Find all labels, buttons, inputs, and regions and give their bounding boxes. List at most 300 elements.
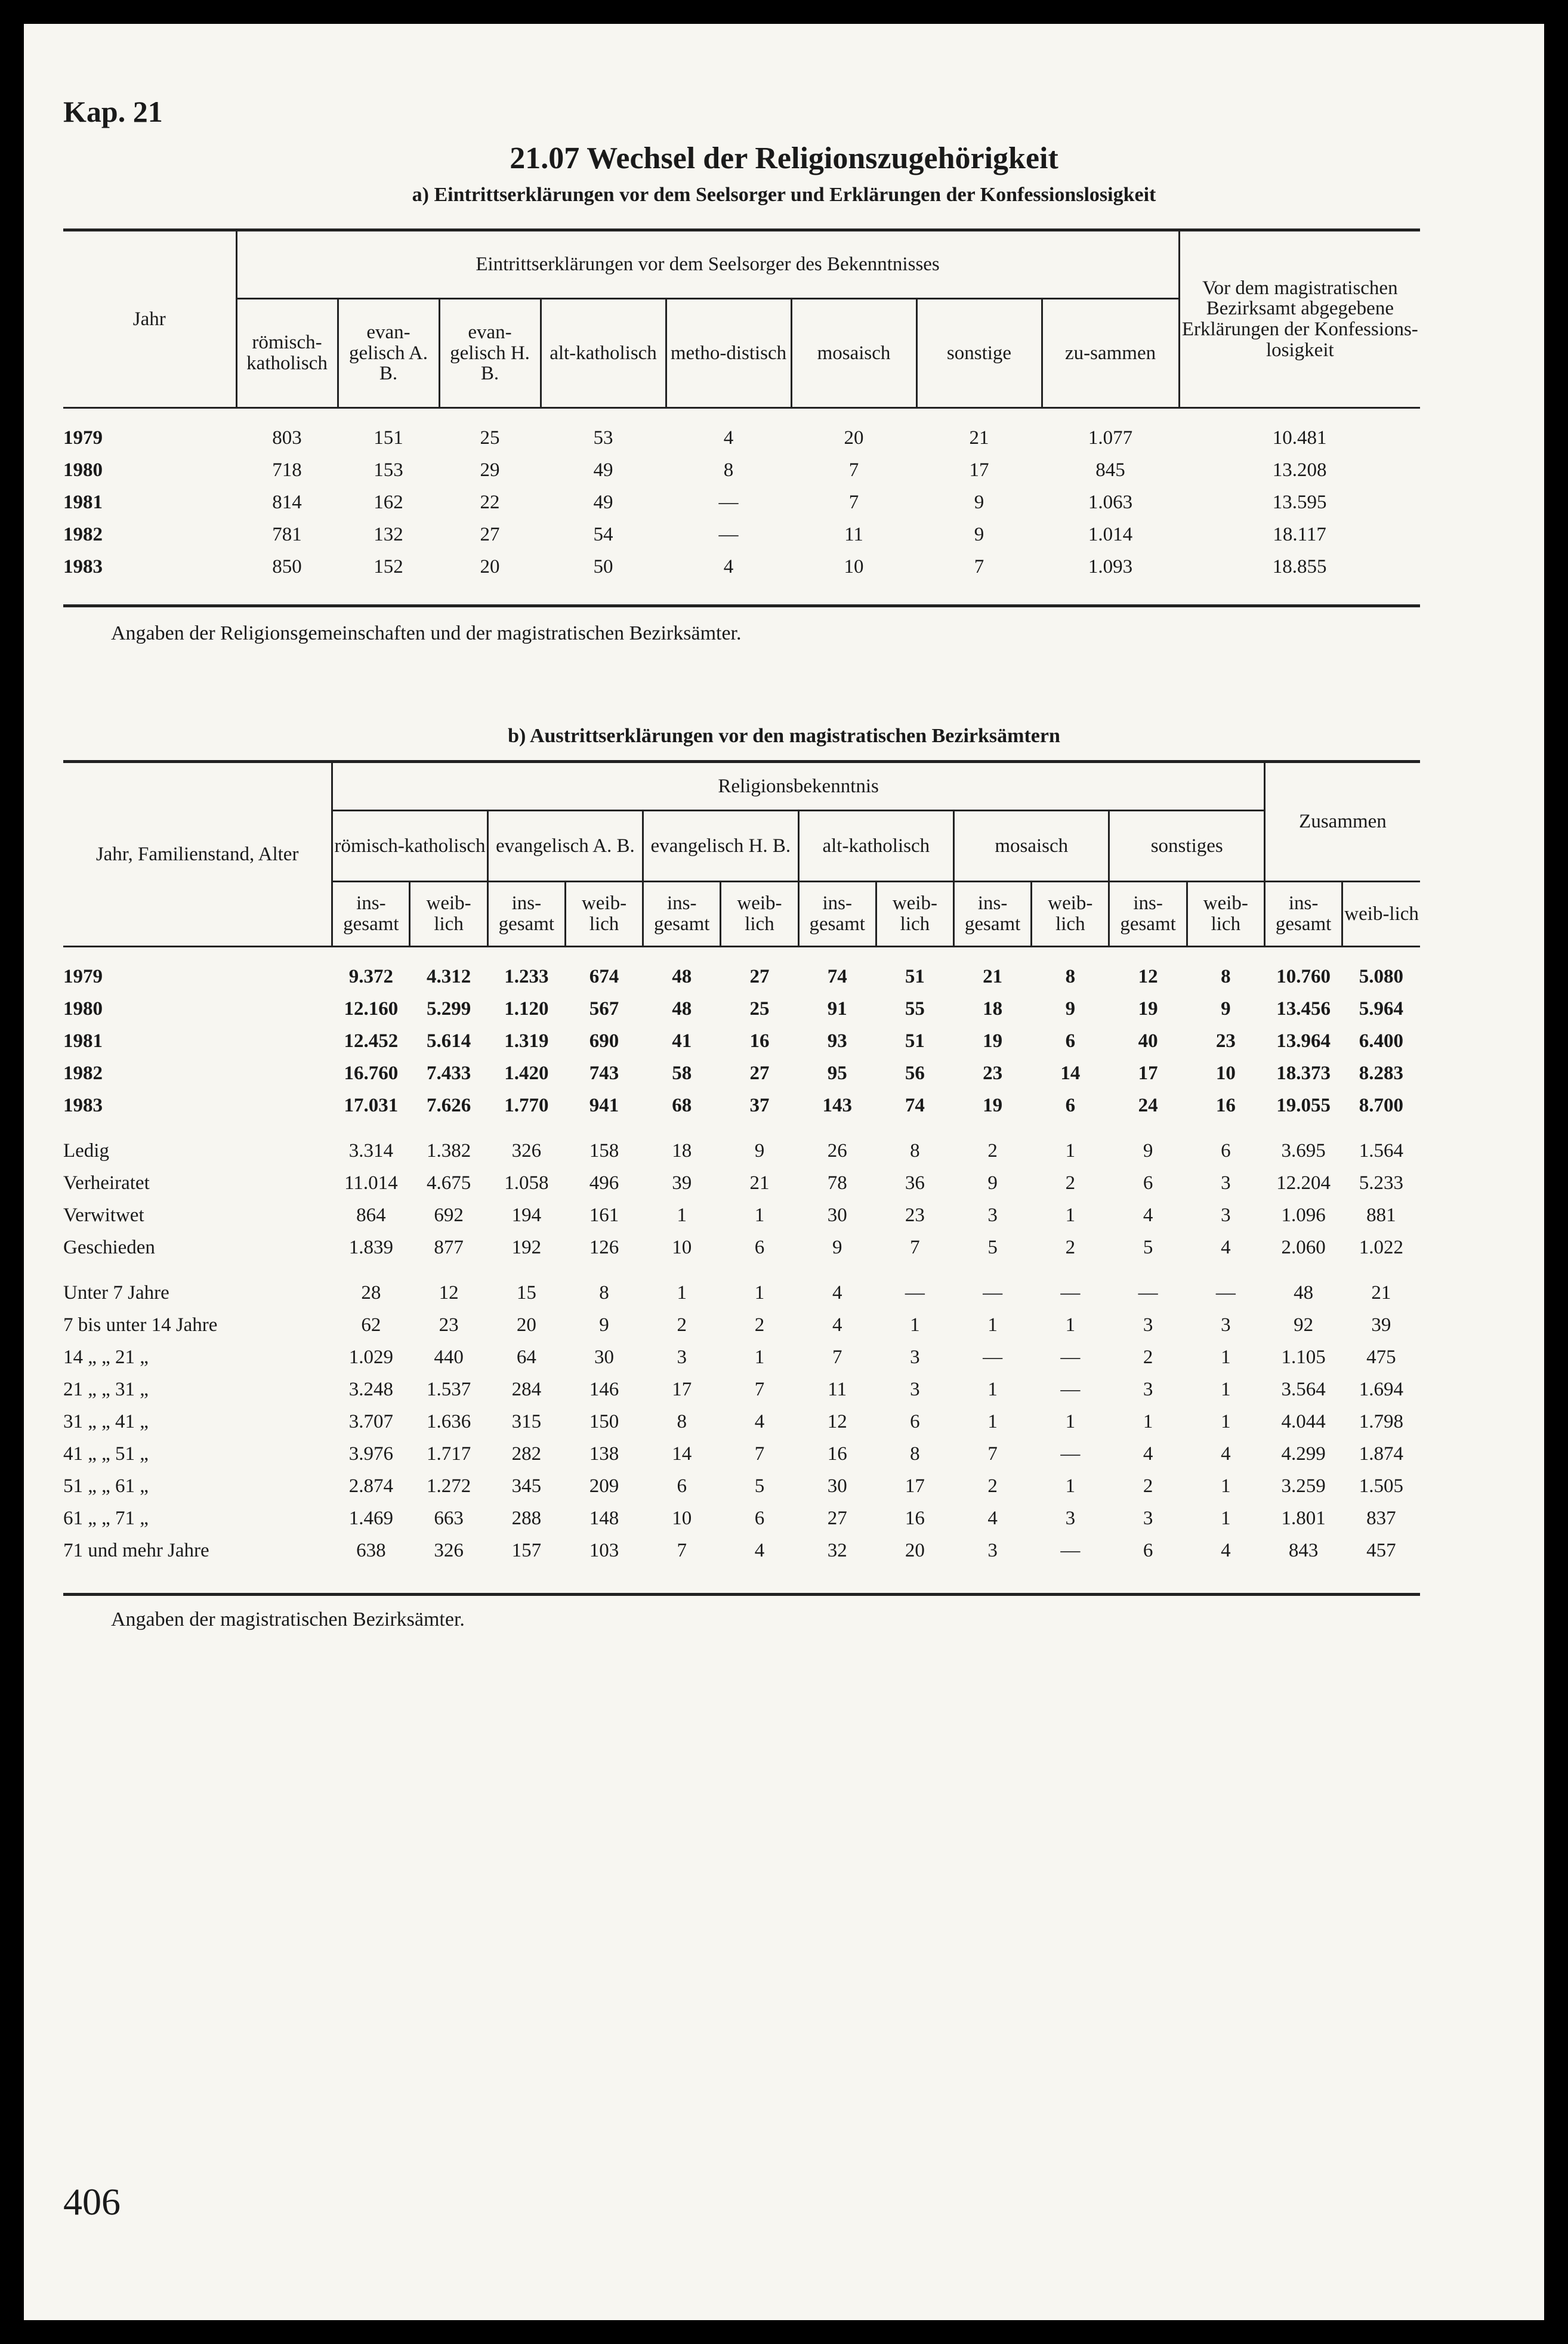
table-cell: — bbox=[1060, 1443, 1081, 1465]
table-cell: 881 bbox=[1366, 1204, 1396, 1226]
table-cell: 17 bbox=[1138, 1062, 1158, 1084]
table-cell: — bbox=[1215, 1281, 1236, 1304]
table-cell: 74 bbox=[905, 1094, 925, 1116]
table-cell: — bbox=[1060, 1378, 1081, 1400]
table-cell: 51 bbox=[905, 1030, 925, 1052]
table-cell: 5.233 bbox=[1359, 1172, 1403, 1194]
table-cell: 36 bbox=[905, 1172, 925, 1194]
sub-header-total: ins-gesamt bbox=[1265, 882, 1342, 947]
col-header-a: römisch-katholisch bbox=[236, 299, 338, 408]
table-row bbox=[63, 1373, 1420, 1406]
table-cell: 9 bbox=[1143, 1139, 1153, 1162]
table-cell: 7 bbox=[974, 555, 984, 577]
col-header-a: evan-gelisch A. B. bbox=[338, 299, 439, 408]
table-cell: 20 bbox=[905, 1539, 925, 1561]
row-label: 31 „ „ 41 „ bbox=[63, 1410, 149, 1432]
row-label: 1979 bbox=[63, 427, 103, 449]
table-row bbox=[63, 1199, 1420, 1231]
table-cell: 3.248 bbox=[348, 1378, 393, 1400]
table-cell: 8 bbox=[1065, 965, 1076, 987]
table-cell: 25 bbox=[480, 427, 500, 449]
table-cell: 39 bbox=[1371, 1314, 1391, 1336]
table-cell: 5.299 bbox=[426, 997, 471, 1020]
table-cell: 7 bbox=[832, 1346, 842, 1368]
table-cell: 3 bbox=[677, 1346, 687, 1368]
table-cell: 16 bbox=[1215, 1094, 1236, 1116]
table-cell: 288 bbox=[511, 1507, 542, 1529]
table-cell: 1.874 bbox=[1359, 1443, 1403, 1465]
table-cell: 53 bbox=[593, 427, 613, 449]
table-cell: 803 bbox=[272, 427, 302, 449]
table-cell: 3 bbox=[910, 1346, 920, 1368]
table-cell: 284 bbox=[511, 1378, 542, 1400]
table-cell: 13.456 bbox=[1276, 997, 1331, 1020]
table-cell: 7 bbox=[910, 1236, 920, 1258]
table-cell: 20 bbox=[844, 427, 864, 449]
table-cell: — bbox=[983, 1281, 1003, 1304]
table-cell: 10.760 bbox=[1276, 965, 1331, 987]
table-cell: 10 bbox=[1215, 1062, 1236, 1084]
table-cell: 1 bbox=[754, 1281, 765, 1304]
table-cell: 6 bbox=[1221, 1139, 1231, 1162]
religion-header: sonstiges bbox=[1109, 811, 1265, 882]
table-cell: 8.700 bbox=[1359, 1094, 1403, 1116]
table-cell: 8 bbox=[910, 1443, 920, 1465]
table-cell: 845 bbox=[1095, 459, 1125, 481]
table-cell: 6 bbox=[754, 1236, 765, 1258]
table-cell: 194 bbox=[511, 1204, 542, 1226]
table-cell: 132 bbox=[374, 523, 403, 545]
table-row bbox=[63, 1502, 1420, 1534]
table-cell: 9 bbox=[987, 1172, 998, 1194]
table-cell: 41 bbox=[672, 1030, 692, 1052]
table-cell: 8 bbox=[723, 459, 734, 481]
table-cell: 7 bbox=[848, 459, 859, 481]
table-cell: 10 bbox=[672, 1507, 692, 1529]
table-cell: 638 bbox=[356, 1539, 386, 1561]
subtitle-a: a) Eintrittserklärungen vor dem Seelsorger und Erklärungen der Konfessionslosigkeit bbox=[412, 184, 1156, 206]
table-cell: 58 bbox=[672, 1062, 692, 1084]
table-cell: 12 bbox=[827, 1410, 847, 1432]
col-konfessionslos-header: Vor dem magistratischen Bezirksamt abgegebene Erklärungen der Konfessions-losigkeit bbox=[1179, 230, 1420, 408]
table-cell: 3 bbox=[1221, 1314, 1231, 1336]
table-cell: 23 bbox=[983, 1062, 1003, 1084]
table-cell: 13.964 bbox=[1276, 1030, 1331, 1052]
row-label: Verwitwet bbox=[63, 1204, 144, 1226]
table-cell: 2 bbox=[754, 1314, 765, 1336]
table-cell: 17 bbox=[969, 459, 989, 481]
table-cell: 4 bbox=[832, 1281, 842, 1304]
table-cell: 37 bbox=[749, 1094, 770, 1116]
table-cell: 74 bbox=[827, 965, 847, 987]
table-row bbox=[63, 961, 1420, 993]
table-cell: 1.077 bbox=[1088, 427, 1133, 449]
table-cell: 18 bbox=[983, 997, 1003, 1020]
table-cell: 50 bbox=[593, 555, 613, 577]
table-row bbox=[63, 1438, 1420, 1470]
table-cell: 14 bbox=[1060, 1062, 1081, 1084]
source-note-a: Angaben der Religionsgemeinschaften und der magistratischen Bezirksämter. bbox=[111, 622, 742, 644]
religion-header: römisch-katholisch bbox=[332, 811, 487, 882]
table-cell: 10 bbox=[844, 555, 864, 577]
table-cell: 1 bbox=[1221, 1507, 1231, 1529]
table-cell: 9.372 bbox=[348, 965, 393, 987]
table-cell: 4 bbox=[1143, 1443, 1153, 1465]
table-cell: 48 bbox=[672, 997, 692, 1020]
table-cell: 5 bbox=[754, 1475, 765, 1497]
row-label: Unter 7 Jahre bbox=[63, 1281, 169, 1304]
table-cell: 8 bbox=[677, 1410, 687, 1432]
table-cell: 9 bbox=[1065, 997, 1076, 1020]
sub-header-female: weib-lich bbox=[1032, 882, 1109, 947]
table-cell: 16 bbox=[905, 1507, 925, 1529]
table-cell: 1 bbox=[987, 1410, 998, 1432]
table-row bbox=[63, 486, 1420, 518]
table-cell: 62 bbox=[361, 1314, 381, 1336]
table-cell: 5.614 bbox=[426, 1030, 471, 1052]
table-cell: 674 bbox=[589, 965, 619, 987]
document-page bbox=[24, 24, 1544, 2320]
table-cell: 4.675 bbox=[426, 1172, 471, 1194]
sub-header-total: ins-gesamt bbox=[954, 882, 1032, 947]
table-cell: 12.452 bbox=[344, 1030, 399, 1052]
table-cell: 16 bbox=[827, 1443, 847, 1465]
table-cell: 24 bbox=[1138, 1094, 1158, 1116]
table-cell: 39 bbox=[672, 1172, 692, 1194]
table-cell: 19 bbox=[983, 1030, 1003, 1052]
table-cell: 567 bbox=[589, 997, 619, 1020]
table-cell: 68 bbox=[672, 1094, 692, 1116]
table-cell: 12.204 bbox=[1276, 1172, 1331, 1194]
row-label: Geschieden bbox=[63, 1236, 155, 1258]
sub-header-total: ins-gesamt bbox=[487, 882, 565, 947]
table-cell: 143 bbox=[822, 1094, 852, 1116]
table-cell: 9 bbox=[1221, 997, 1231, 1020]
table-cell: 27 bbox=[749, 965, 770, 987]
table-cell: — bbox=[1138, 1281, 1158, 1304]
col-header-a: sonstige bbox=[916, 299, 1042, 408]
table-cell: 18.855 bbox=[1272, 555, 1327, 577]
table-cell: 92 bbox=[1294, 1314, 1314, 1336]
table-cell: 20 bbox=[480, 555, 500, 577]
table-cell: 315 bbox=[511, 1410, 542, 1432]
table-cell: 1.717 bbox=[426, 1443, 471, 1465]
table-cell: 4 bbox=[1221, 1539, 1231, 1561]
table-cell: 1 bbox=[1065, 1314, 1076, 1336]
table-cell: 1.564 bbox=[1359, 1139, 1403, 1162]
table-cell: 1.694 bbox=[1359, 1378, 1403, 1400]
col-label-header: Jahr, Familienstand, Alter bbox=[63, 762, 332, 947]
table-cell: 496 bbox=[589, 1172, 619, 1194]
table-cell: 27 bbox=[480, 523, 500, 545]
group-header-b: Religionsbekenntnis bbox=[332, 762, 1265, 811]
table-cell: 9 bbox=[974, 523, 984, 545]
table-cell: 5 bbox=[1143, 1236, 1153, 1258]
table-cell: 21 bbox=[969, 427, 989, 449]
table-cell: 1.029 bbox=[348, 1346, 393, 1368]
table-cell: 30 bbox=[827, 1475, 847, 1497]
sub-header-total: ins-gesamt bbox=[798, 882, 876, 947]
table-row bbox=[63, 1277, 1420, 1309]
table-cell: 440 bbox=[434, 1346, 464, 1368]
table-cell: 91 bbox=[827, 997, 847, 1020]
table-cell: 3 bbox=[1143, 1314, 1153, 1336]
row-label: 1983 bbox=[63, 1094, 103, 1116]
table-row bbox=[63, 422, 1420, 454]
table-cell: 3.259 bbox=[1281, 1475, 1326, 1497]
table-cell: 152 bbox=[374, 555, 403, 577]
table-cell: 30 bbox=[594, 1346, 615, 1368]
sub-header-female: weib-lich bbox=[721, 882, 798, 947]
table-cell: 6 bbox=[754, 1507, 765, 1529]
table-cell: 19.055 bbox=[1276, 1094, 1331, 1116]
table-b bbox=[63, 760, 1420, 1567]
table-cell: 148 bbox=[589, 1507, 619, 1529]
table-cell: 1 bbox=[1065, 1204, 1076, 1226]
table-cell: 126 bbox=[589, 1236, 619, 1258]
table-cell: 3.976 bbox=[348, 1443, 393, 1465]
table-cell: 4 bbox=[987, 1507, 998, 1529]
table-cell: 326 bbox=[511, 1139, 542, 1162]
table-cell: 1 bbox=[677, 1204, 687, 1226]
row-label: 21 „ „ 31 „ bbox=[63, 1378, 149, 1400]
table-cell: 7 bbox=[987, 1443, 998, 1465]
table-cell: 48 bbox=[1294, 1281, 1314, 1304]
table-cell: 475 bbox=[1366, 1346, 1396, 1368]
table-cell: 2 bbox=[987, 1139, 998, 1162]
table-cell: 7 bbox=[754, 1378, 765, 1400]
sub-header-female: weib-lich bbox=[410, 882, 487, 947]
table-cell: 14 bbox=[672, 1443, 692, 1465]
table-cell: 12 bbox=[1138, 965, 1158, 987]
table-cell: 837 bbox=[1366, 1507, 1396, 1529]
row-label: 1982 bbox=[63, 523, 103, 545]
table-row bbox=[63, 1309, 1420, 1341]
table-cell: 2 bbox=[1143, 1475, 1153, 1497]
table-cell: 1 bbox=[754, 1204, 765, 1226]
table-cell: 162 bbox=[374, 491, 403, 513]
table-row bbox=[63, 1167, 1420, 1199]
row-label: 1979 bbox=[63, 965, 103, 987]
table-cell: 26 bbox=[827, 1139, 847, 1162]
row-label: 71 und mehr Jahre bbox=[63, 1539, 209, 1561]
table-row bbox=[63, 1089, 1420, 1122]
table-cell: 16 bbox=[749, 1030, 770, 1052]
table-cell: 4.044 bbox=[1281, 1410, 1326, 1432]
table-cell: 941 bbox=[589, 1094, 619, 1116]
table-cell: 4 bbox=[1221, 1236, 1231, 1258]
table-cell: 27 bbox=[749, 1062, 770, 1084]
subtitle-b: b) Austrittserklärungen vor den magistratischen Bezirksämtern bbox=[508, 725, 1060, 747]
table-cell: 8 bbox=[599, 1281, 609, 1304]
group-header: Eintrittserklärungen vor dem Seelsorger des Bekenntnisses bbox=[236, 230, 1179, 299]
sub-header-female: weib-lich bbox=[565, 882, 643, 947]
table-cell: 5.964 bbox=[1359, 997, 1403, 1020]
table-row bbox=[63, 1470, 1420, 1502]
table-cell: 30 bbox=[827, 1204, 847, 1226]
table-cell: 1 bbox=[987, 1378, 998, 1400]
table-cell: 161 bbox=[589, 1204, 619, 1226]
table-row bbox=[63, 1135, 1420, 1167]
table-cell: 21 bbox=[749, 1172, 770, 1194]
table-cell: 8 bbox=[1221, 965, 1231, 987]
table-cell: 1.093 bbox=[1088, 555, 1133, 577]
table-cell: 19 bbox=[983, 1094, 1003, 1116]
table-cell: 1.469 bbox=[348, 1507, 393, 1529]
table-cell: 4.312 bbox=[426, 965, 471, 987]
table-cell: 9 bbox=[832, 1236, 842, 1258]
table-cell: 19 bbox=[1138, 997, 1158, 1020]
table-cell: 7.626 bbox=[426, 1094, 471, 1116]
table-cell: 743 bbox=[589, 1062, 619, 1084]
table-cell: 814 bbox=[272, 491, 302, 513]
table-cell: 4 bbox=[1143, 1204, 1153, 1226]
table-cell: 18 bbox=[672, 1139, 692, 1162]
table-cell: 13.208 bbox=[1272, 459, 1327, 481]
table-cell: 1.801 bbox=[1281, 1507, 1326, 1529]
table-cell: 23 bbox=[439, 1314, 459, 1336]
table-cell: 146 bbox=[589, 1378, 619, 1400]
table-cell: — bbox=[983, 1346, 1003, 1368]
sub-header-total: ins-gesamt bbox=[332, 882, 410, 947]
table-cell: 151 bbox=[374, 427, 403, 449]
table-cell: 1 bbox=[1065, 1475, 1076, 1497]
table-cell: 1 bbox=[1143, 1410, 1153, 1432]
table-cell: 1 bbox=[1221, 1410, 1231, 1432]
table-cell: 48 bbox=[672, 965, 692, 987]
table-cell: 12.160 bbox=[344, 997, 399, 1020]
table-cell: 1 bbox=[1221, 1346, 1231, 1368]
table-cell: 1.770 bbox=[504, 1094, 549, 1116]
table-cell: 7 bbox=[754, 1443, 765, 1465]
table-cell: 457 bbox=[1366, 1539, 1396, 1561]
table-cell: 11 bbox=[844, 523, 863, 545]
table-cell: 1 bbox=[1065, 1139, 1076, 1162]
sub-header-female: weib-lich bbox=[1187, 882, 1264, 947]
table-cell: 1 bbox=[987, 1314, 998, 1336]
table-row bbox=[63, 993, 1420, 1025]
table-cell: 23 bbox=[905, 1204, 925, 1226]
table-cell: 850 bbox=[272, 555, 302, 577]
religion-header: evangelisch A. B. bbox=[487, 811, 643, 882]
table-cell: 3 bbox=[1221, 1204, 1231, 1226]
sub-header-total: ins-gesamt bbox=[643, 882, 721, 947]
table-cell: 2 bbox=[1143, 1346, 1153, 1368]
table-cell: 9 bbox=[754, 1139, 765, 1162]
table-cell: 1.272 bbox=[426, 1475, 471, 1497]
table-cell: 64 bbox=[516, 1346, 536, 1368]
row-label: 7 bis unter 14 Jahre bbox=[63, 1314, 218, 1336]
table-cell: 29 bbox=[480, 459, 500, 481]
table-cell: 345 bbox=[511, 1475, 542, 1497]
row-label: Verheiratet bbox=[63, 1172, 150, 1194]
table-cell: 8 bbox=[910, 1139, 920, 1162]
table-cell: 2 bbox=[1065, 1236, 1076, 1258]
table-row bbox=[63, 454, 1420, 486]
table-cell: 1 bbox=[1221, 1378, 1231, 1400]
table-cell: 1.382 bbox=[426, 1139, 471, 1162]
table-cell: 95 bbox=[827, 1062, 847, 1084]
table-cell: 3.707 bbox=[348, 1410, 393, 1432]
table-cell: 138 bbox=[589, 1443, 619, 1465]
table-cell: 663 bbox=[434, 1507, 464, 1529]
table-cell: 1.058 bbox=[504, 1172, 549, 1194]
table-cell: 4 bbox=[832, 1314, 842, 1336]
table-cell: 16.760 bbox=[344, 1062, 399, 1084]
table-cell: 4.299 bbox=[1281, 1443, 1326, 1465]
table-cell: 7.433 bbox=[426, 1062, 471, 1084]
table-cell: 864 bbox=[356, 1204, 386, 1226]
table-cell: 781 bbox=[272, 523, 302, 545]
table-cell: 10.481 bbox=[1272, 427, 1327, 449]
table-a-bottom-rule bbox=[63, 604, 1420, 607]
col-header-a: metho-distisch bbox=[666, 299, 791, 408]
table-cell: 1.636 bbox=[426, 1410, 471, 1432]
table-cell: 49 bbox=[593, 459, 613, 481]
table-cell: 282 bbox=[511, 1443, 542, 1465]
table-cell: 21 bbox=[1371, 1281, 1391, 1304]
table-cell: — bbox=[718, 491, 739, 513]
table-cell: 2 bbox=[987, 1475, 998, 1497]
table-cell: 3 bbox=[987, 1204, 998, 1226]
table-cell: 7 bbox=[677, 1539, 687, 1561]
page-number: 406 bbox=[63, 2181, 121, 2223]
col-header-a: mosaisch bbox=[791, 299, 916, 408]
table-row bbox=[63, 1231, 1420, 1264]
table-cell: 1.014 bbox=[1088, 523, 1133, 545]
page-title: 21.07 Wechsel der Religionszugehörigkeit bbox=[510, 141, 1058, 175]
table-cell: — bbox=[1060, 1539, 1081, 1561]
table-cell: 843 bbox=[1288, 1539, 1319, 1561]
table-row bbox=[63, 1341, 1420, 1373]
table-cell: 150 bbox=[589, 1410, 619, 1432]
table-cell: 4 bbox=[754, 1410, 765, 1432]
sub-header-total: ins-gesamt bbox=[1109, 882, 1187, 947]
table-cell: 12 bbox=[439, 1281, 459, 1304]
row-label: 51 „ „ 61 „ bbox=[63, 1475, 149, 1497]
table-cell: 17.031 bbox=[344, 1094, 399, 1116]
table-cell: 3.314 bbox=[348, 1139, 393, 1162]
table-cell: 27 bbox=[827, 1507, 847, 1529]
religion-header: mosaisch bbox=[954, 811, 1109, 882]
source-note-b: Angaben der magistratischen Bezirksämter. bbox=[111, 1608, 465, 1630]
table-cell: 2 bbox=[677, 1314, 687, 1336]
table-cell: 6 bbox=[1143, 1539, 1153, 1561]
religion-header: alt-katholisch bbox=[798, 811, 953, 882]
table-cell: 3 bbox=[1143, 1378, 1153, 1400]
table-cell: 17 bbox=[905, 1475, 925, 1497]
table-cell: 25 bbox=[749, 997, 770, 1020]
table-cell: 11 bbox=[828, 1378, 847, 1400]
row-label: 1981 bbox=[63, 1030, 103, 1052]
table-cell: 326 bbox=[434, 1539, 464, 1561]
table-cell: 18.373 bbox=[1276, 1062, 1331, 1084]
table-cell: 28 bbox=[361, 1281, 381, 1304]
table-cell: 22 bbox=[480, 491, 500, 513]
table-cell: 13.595 bbox=[1272, 491, 1327, 513]
table-cell: 55 bbox=[905, 997, 925, 1020]
col-year-header: Jahr bbox=[63, 230, 236, 408]
table-cell: 20 bbox=[516, 1314, 536, 1336]
table-cell: 1.420 bbox=[504, 1062, 549, 1084]
table-cell: 6 bbox=[1143, 1172, 1153, 1194]
row-label: Ledig bbox=[63, 1139, 109, 1162]
table-cell: 157 bbox=[511, 1539, 542, 1561]
table-cell: 1.537 bbox=[426, 1378, 471, 1400]
table-cell: 8.283 bbox=[1359, 1062, 1403, 1084]
row-label: 1980 bbox=[63, 459, 103, 481]
table-cell: 1 bbox=[1221, 1475, 1231, 1497]
